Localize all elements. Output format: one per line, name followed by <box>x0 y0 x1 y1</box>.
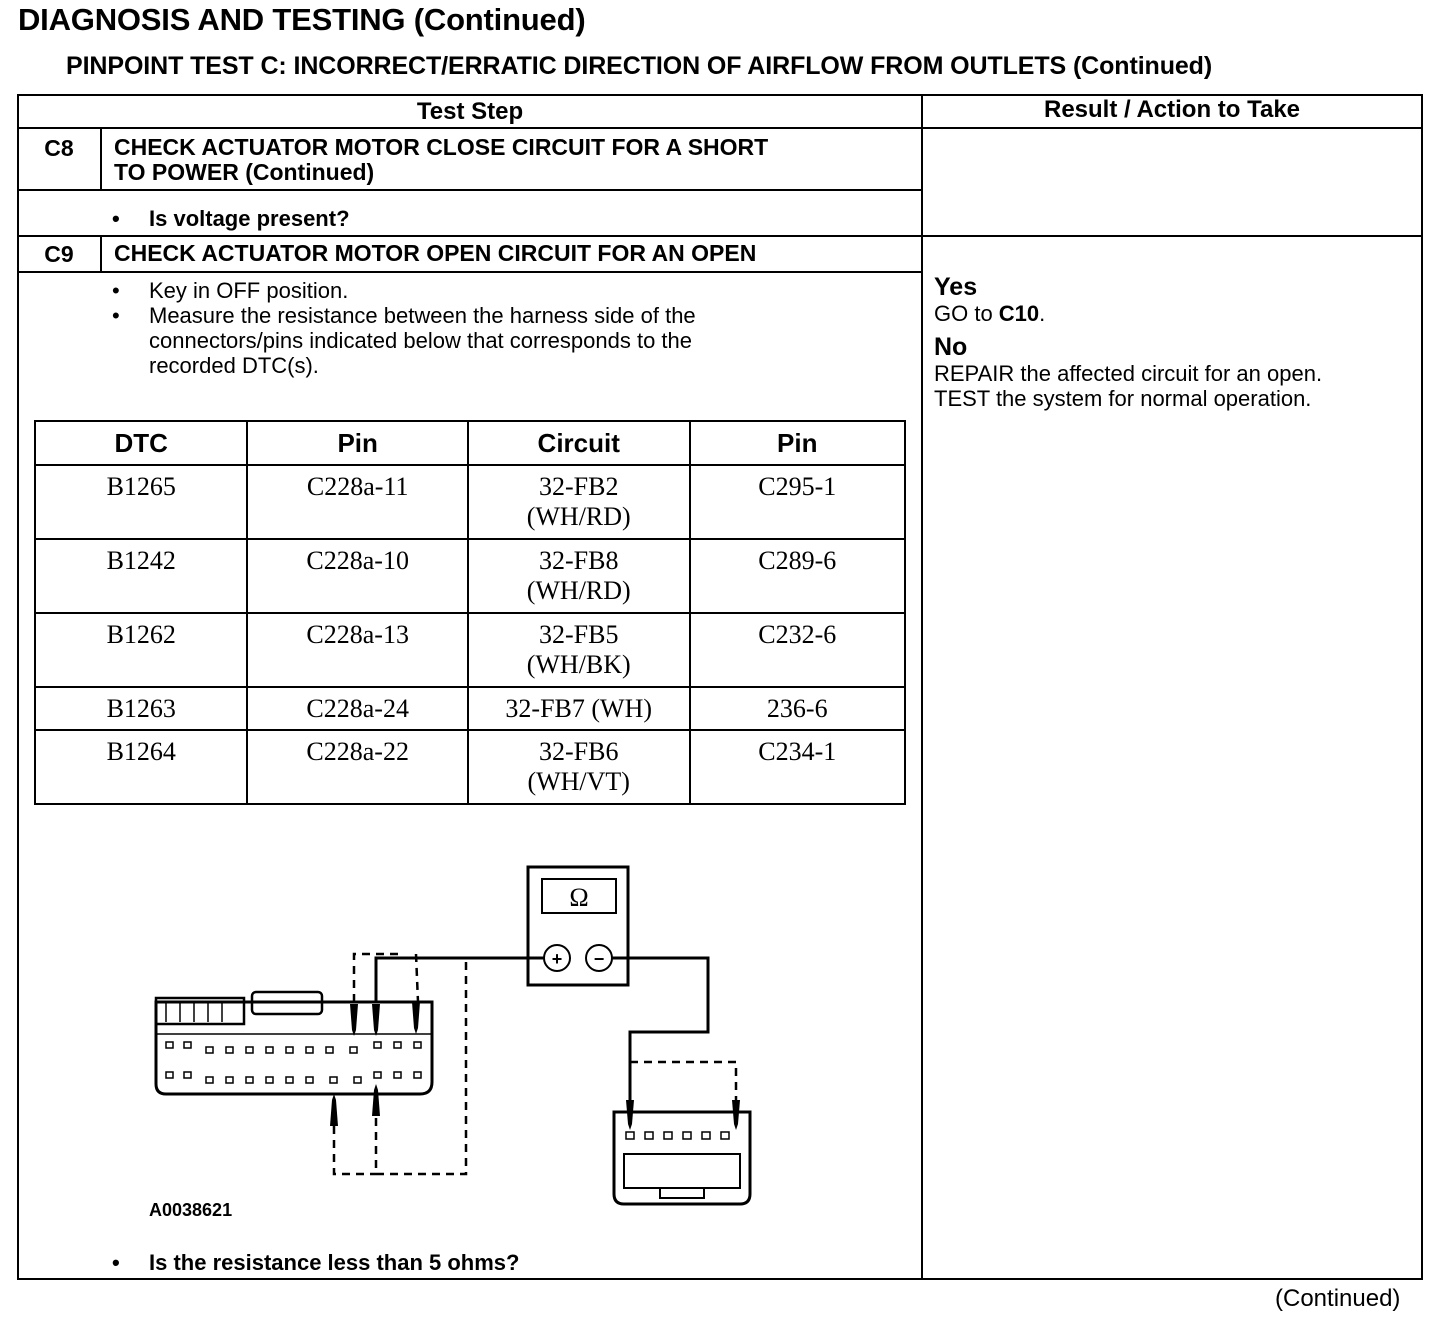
pin-cell: C228a-11 <box>247 465 467 539</box>
dtc-cell: B1265 <box>35 465 247 539</box>
c9-bullet-measure: • Measure the resistance between the harness side of the connectors/pins indicated below that corresponds to the recorded DTC(s). <box>112 303 696 378</box>
header-divider <box>17 127 1423 129</box>
table-row <box>35 539 905 613</box>
minus-symbol: − <box>593 949 605 969</box>
step-heading-c9: CHECK ACTUATOR MOTOR OPEN CIRCUIT FOR AN OPEN <box>114 240 757 266</box>
step-id-c8: C8 <box>44 135 74 161</box>
circuit-cell: 32-FB7 (WH) <box>468 687 690 730</box>
step-id-c9: C9 <box>44 241 74 267</box>
dtc-cell: B1242 <box>35 539 247 613</box>
dtc-cell: B1264 <box>35 730 247 804</box>
no-action-test: TEST the system for normal operation. <box>934 386 1312 411</box>
plus-symbol: + <box>551 949 563 969</box>
table-row <box>35 730 905 804</box>
dtc-table-header-row <box>35 421 905 465</box>
col-circuit: Circuit <box>468 421 690 465</box>
circuit-cell: 32-FB8 (WH/RD) <box>468 539 690 613</box>
step-divider <box>17 235 1423 237</box>
harness-connector-c295 <box>614 1112 750 1204</box>
dtc-table <box>34 420 906 805</box>
page-title: DIAGNOSIS AND TESTING (Continued) <box>18 2 586 37</box>
yes-action: GO to C10. <box>934 301 1046 326</box>
dtc-cell: B1263 <box>35 687 247 730</box>
meter-ohm-symbol: Ω <box>569 883 589 912</box>
table-row <box>35 465 905 539</box>
positive-lead <box>376 958 544 1002</box>
pin-cell: 236-6 <box>690 687 906 730</box>
yes-label: Yes <box>934 273 978 301</box>
dtc-cell: B1262 <box>35 613 247 687</box>
step-heading-c8: CHECK ACTUATOR MOTOR CLOSE CIRCUIT FOR A SHORT TO POWER (Continued) <box>114 134 769 185</box>
circuit-cell: 32-FB5 (WH/BK) <box>468 613 690 687</box>
circuit-cell: 32-FB6 (WH/VT) <box>468 730 690 804</box>
header-result-action: Result / Action to Take <box>1043 96 1301 123</box>
negative-lead <box>612 958 708 1102</box>
c8-question: • Is voltage present? <box>112 206 350 231</box>
pin-cell: C232-6 <box>690 613 906 687</box>
table-row <box>35 613 905 687</box>
pinpoint-test-title: PINPOINT TEST C: INCORRECT/ERRATIC DIRECTION OF AIRFLOW FROM OUTLETS (Continued) <box>66 52 1213 80</box>
continued-note: (Continued) <box>1275 1285 1401 1312</box>
c9-question: • Is the resistance less than 5 ohms? <box>112 1250 520 1275</box>
c9-bullet-key-off: • Key in OFF position. <box>112 278 349 303</box>
pin-cell: C234-1 <box>690 730 906 804</box>
no-label: No <box>934 333 968 361</box>
pin-cell: C295-1 <box>690 465 906 539</box>
ohmmeter-diagram <box>140 862 780 1212</box>
pin-cell: C228a-10 <box>247 539 467 613</box>
pin-cell: C289-6 <box>690 539 906 613</box>
pin-cell: C228a-22 <box>247 730 467 804</box>
column-divider <box>921 94 923 1280</box>
c9-heading-divider <box>17 271 921 273</box>
circuit-cell: 32-FB2 (WH/RD) <box>468 465 690 539</box>
col-pin: Pin <box>247 421 467 465</box>
c9-result <box>934 274 1322 411</box>
pin-cell: C228a-24 <box>247 687 467 730</box>
header-test-step: Test Step <box>416 98 524 125</box>
pin-cell: C228a-13 <box>247 613 467 687</box>
col-dtc: DTC <box>35 421 247 465</box>
col-pin: Pin <box>690 421 906 465</box>
table-row <box>35 687 905 730</box>
figure-id: A0038621 <box>149 1200 233 1220</box>
harness-connector-c228a <box>156 992 432 1094</box>
c8-heading-divider <box>17 189 921 191</box>
no-action-repair: REPAIR the affected circuit for an open. <box>934 361 1323 386</box>
